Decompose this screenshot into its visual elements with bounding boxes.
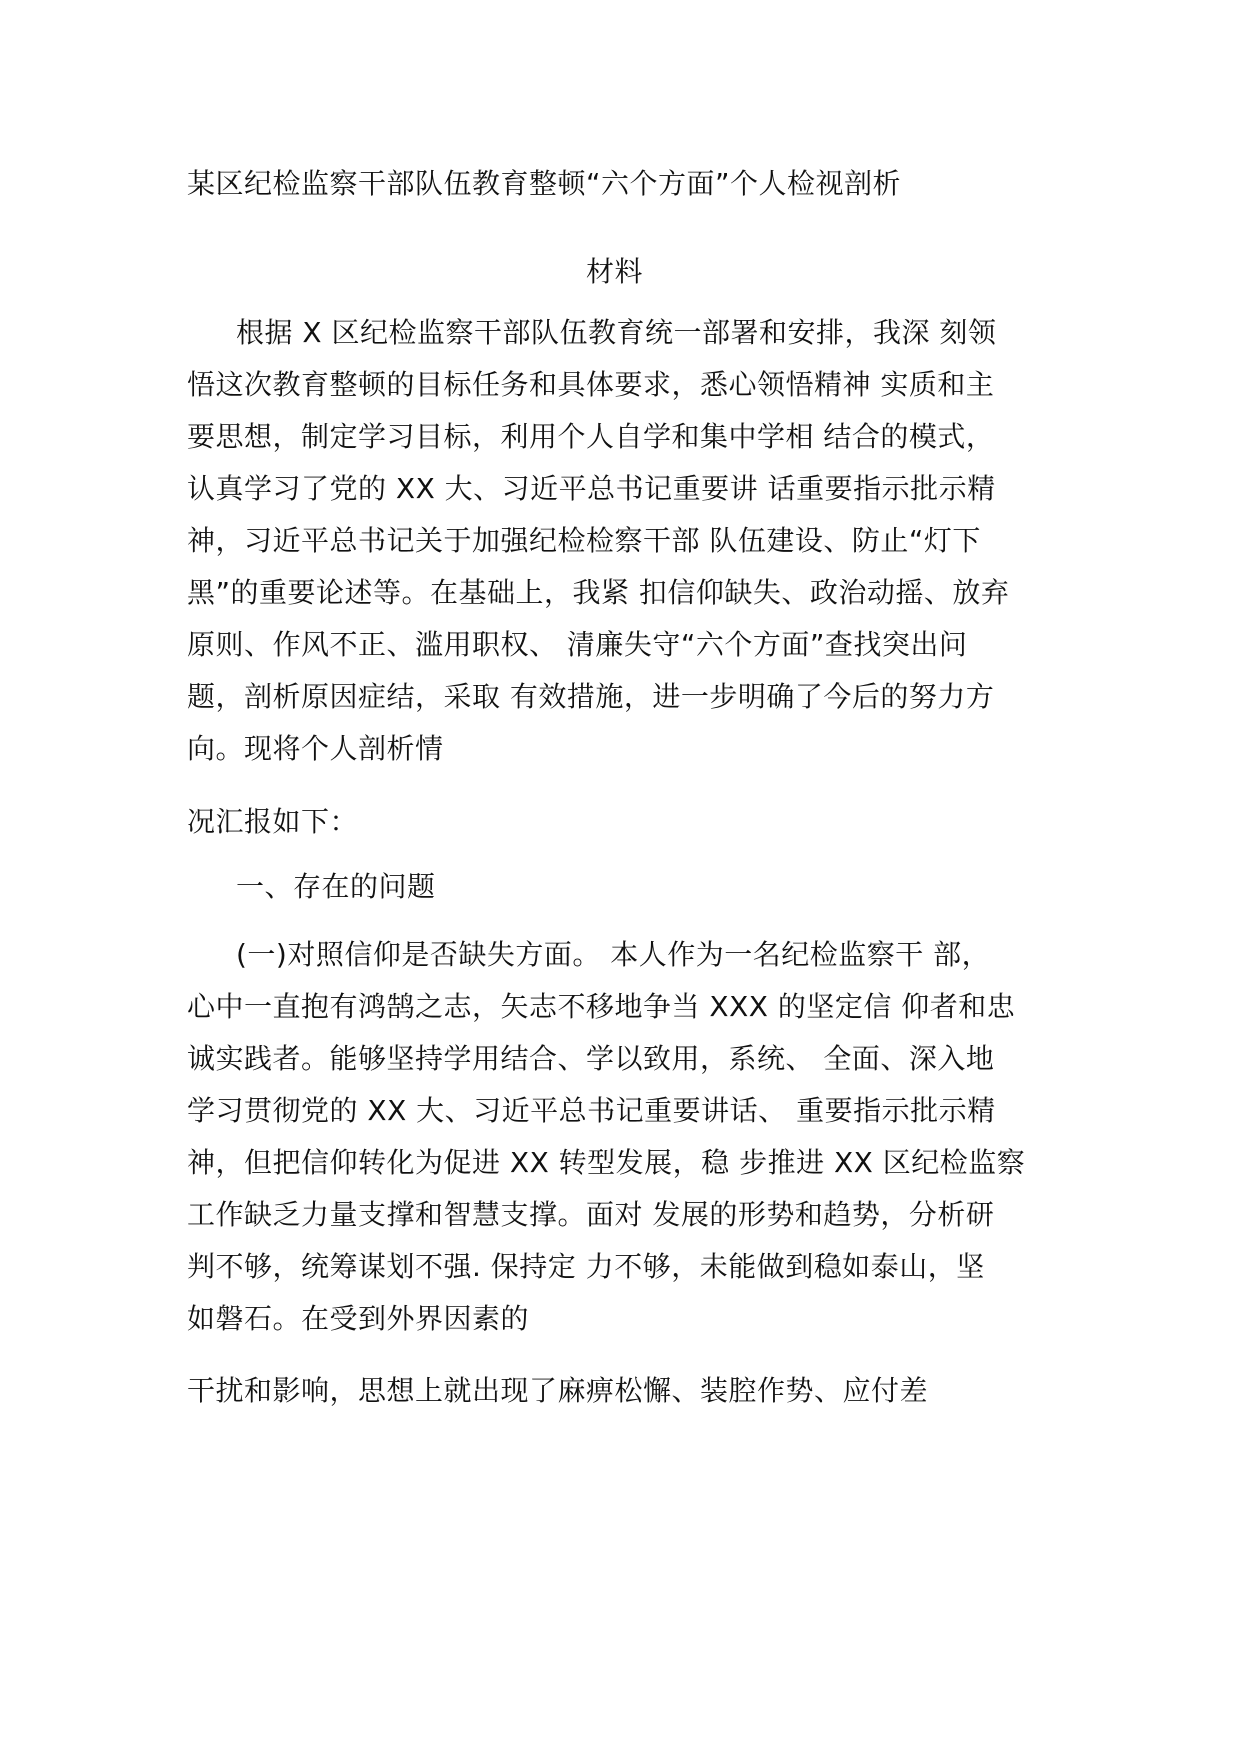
paragraph-line: 工作缺乏力量支撑和智慧支撑。面对 发展的形势和趋势，分析研 — [187, 1198, 995, 1231]
paragraph-line: 要思想，制定学习目标，利用个人自学和集中学相 结合的模式， — [187, 420, 995, 453]
paragraph-line: 原则、作风不正、滥用职权、 清廉失守“六个方面”查找突出问 — [187, 628, 968, 661]
paragraph-line: 根据 X 区纪检监察干部队伍教育统一部署和安排，我深 刻领 — [236, 316, 997, 349]
paragraph-line: 题，剖析原因症结，采取 有效措施，进一步明确了今后的努力方 — [187, 680, 995, 713]
paragraph-line: 认真学习了党的 XX 大、习近平总书记重要讲 话重要指示批示精 — [187, 472, 996, 505]
paragraph-line: 悟这次教育整顿的目标任务和具体要求，悉心领悟精神 实质和主 — [187, 368, 995, 401]
paragraph-line: (一)对照信仰是否缺失方面。 本人作为一名纪检监察干 部， — [236, 938, 991, 971]
paragraph-line: 判不够，统筹谋划不强. 保持定 力不够，未能做到稳如泰山，坚 — [187, 1250, 985, 1283]
paragraph-line: 心中一直抱有鸿鹄之志，矢志不移地争当 XXX 的坚定信 仰者和忠 — [187, 990, 1016, 1023]
paragraph-line: 神，但把信仰转化为促进 XX 转型发展，稳 步推进 XX 区纪检监察 — [187, 1146, 1026, 1179]
paragraph-line: 学习贯彻党的 XX 大、习近平总书记重要讲话、 重要指示批示精 — [187, 1094, 996, 1127]
document-title-continuation: 材料 — [586, 255, 644, 288]
paragraph-line: 神，习近平总书记关于加强纪检检察干部 队伍建设、防止“灯下 — [187, 524, 981, 557]
paragraph-line: 况汇报如下： — [187, 805, 359, 838]
paragraph-line: 干扰和影响，思想上就出现了麻痹松懈、装腔作势、应付差 — [187, 1374, 929, 1407]
paragraph-line: 如磐石。在受到外界因素的 — [187, 1302, 530, 1335]
document-title: 某区纪检监察干部队伍教育整顿“六个方面”个人检视剖析 — [187, 167, 902, 200]
section-heading: 一、存在的问题 — [236, 870, 436, 903]
paragraph-line: 向。现将个人剖析情 — [187, 732, 444, 765]
paragraph-line: 诚实践者。能够坚持学用结合、学以致用，系统、 全面、深入地 — [187, 1042, 995, 1075]
paragraph-line: 黑”的重要论述等。在基础上，我紧 扣信仰缺失、政治动摇、放弃 — [187, 576, 1010, 609]
